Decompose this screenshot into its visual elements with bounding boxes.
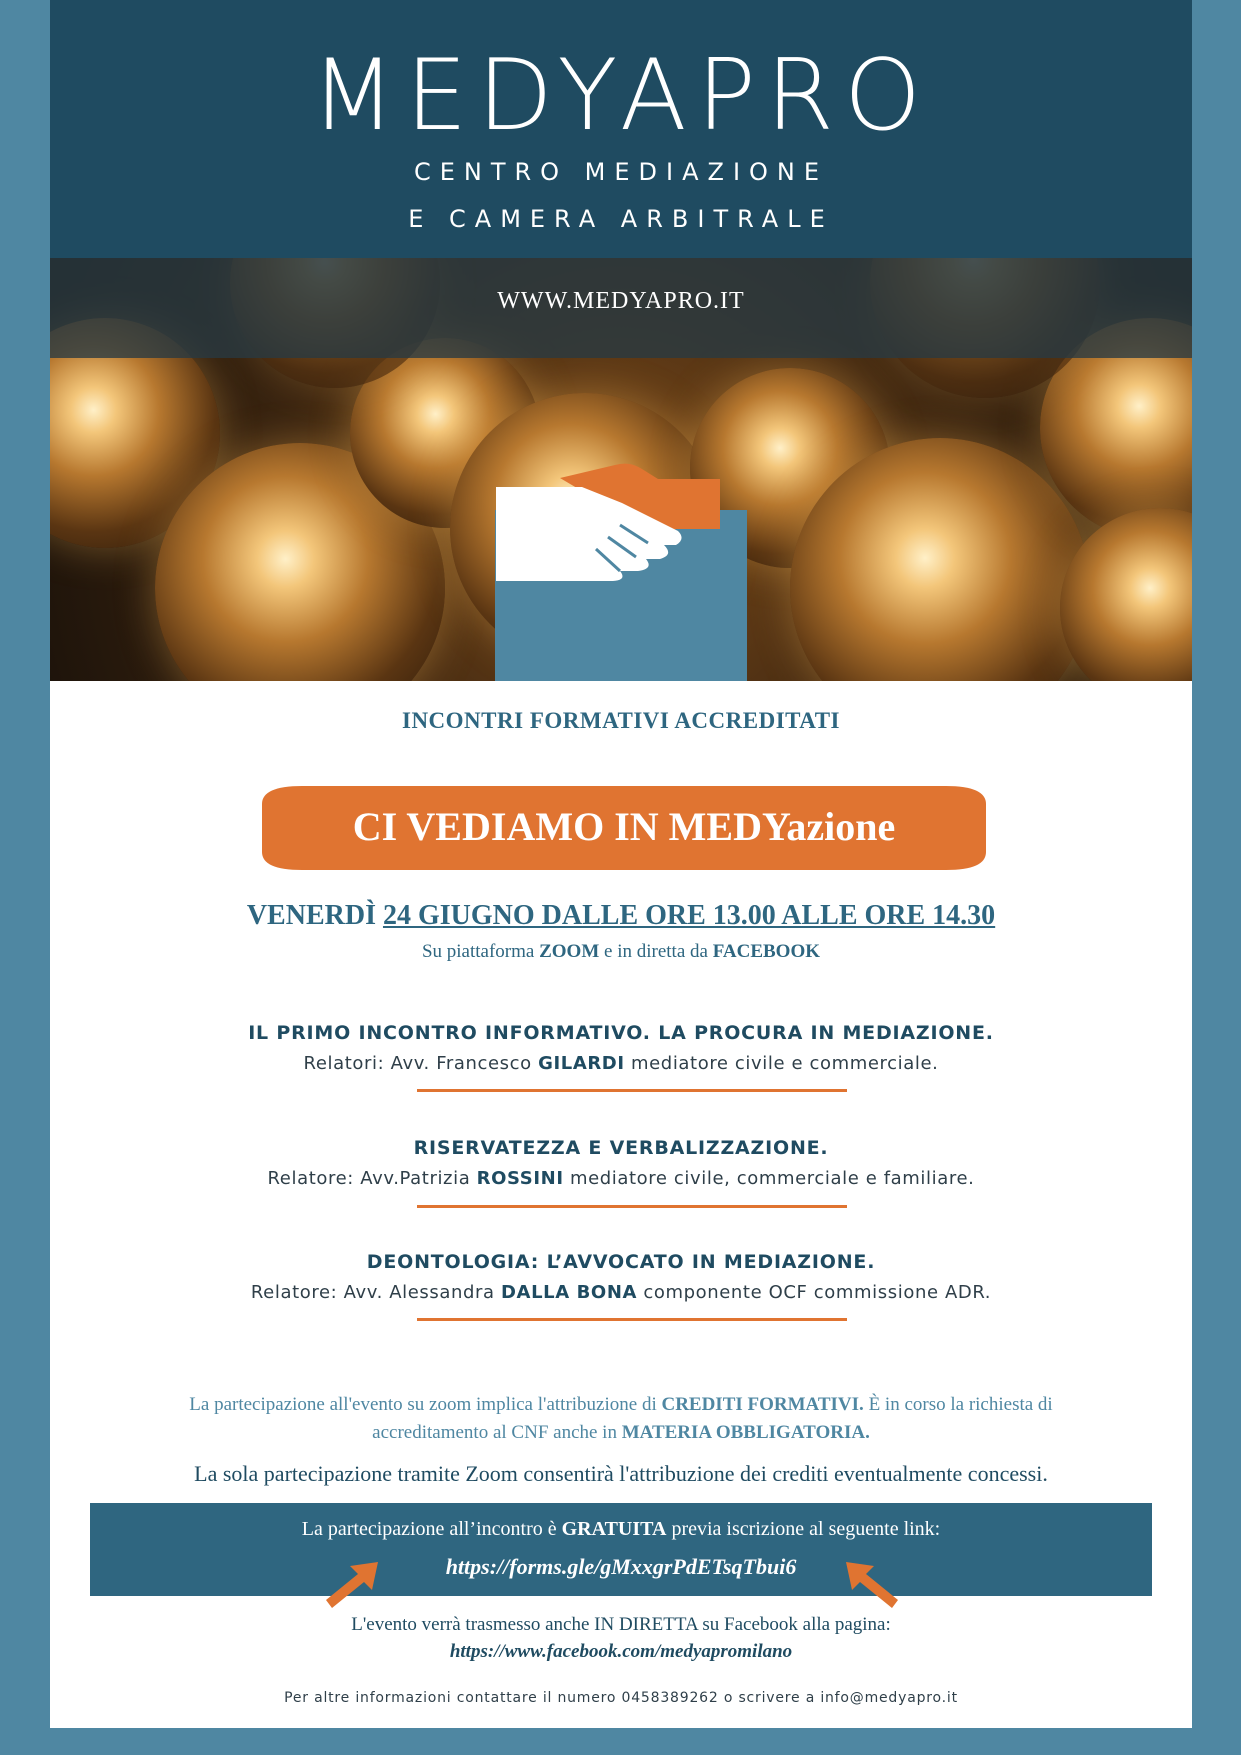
platform-facebook: FACEBOOK	[712, 941, 821, 962]
speaker-role: componente OCF commissione ADR.	[643, 1282, 992, 1303]
credits-highlight: CREDITI FORMATIVI.	[661, 1394, 864, 1415]
talk-title: DEONTOLOGIA: L’AVVOCATO IN MEDIAZIONE.	[366, 1251, 876, 1273]
talk-title: IL PRIMO INCONTRO INFORMATIVO. LA PROCURA IN MEDIAZIONE.	[248, 1022, 994, 1044]
credits-notice	[145, 1391, 1097, 1447]
credits-text: È in corso la richiesta di accreditamento al CNF anche in	[372, 1394, 1053, 1443]
speaker-surname: ROSSINI	[476, 1168, 564, 1189]
registration-box	[90, 1503, 1152, 1596]
event-title: CI VEDIAMO IN MEDYazione	[352, 804, 896, 849]
date-details: 24 GIUGNO DALLE ORE 13.00 ALLE ORE 14.30	[382, 900, 996, 931]
speaker-surname: DALLA BONA	[501, 1282, 638, 1303]
speaker-prefix: Relatore: Avv. Alessandra	[250, 1282, 495, 1303]
talk-speaker	[50, 1168, 1192, 1189]
platform-middle: e in diretta da	[604, 941, 708, 962]
credits-highlight: MATERIA OBBLIGATORIA.	[621, 1422, 870, 1443]
handshake-icon	[490, 433, 730, 593]
credits-text: La partecipazione all'evento su zoom implica l'attribuzione di	[189, 1394, 657, 1415]
registration-free: GRATUITA	[561, 1518, 667, 1540]
talk-title: RISERVATEZZA E VERBALIZZAZIONE.	[413, 1137, 829, 1159]
registration-text-c: previa iscrizione al seguente link:	[671, 1518, 941, 1540]
speaker-prefix: Relatore: Avv.Patrizia	[267, 1168, 471, 1189]
arrow-left-icon	[842, 1558, 902, 1608]
speaker-role: mediatore civile e commerciale.	[630, 1053, 939, 1074]
divider	[417, 1318, 847, 1321]
date-weekday: VENERDÌ	[246, 900, 376, 931]
event-date	[50, 900, 1192, 932]
facebook-link[interactable]: https://www.facebook.com/medyapromilano	[449, 1641, 793, 1662]
registration-text	[90, 1518, 1152, 1541]
tagline-line2: E CAMERA ARBITRALE	[408, 205, 834, 233]
registration-text-a: La partecipazione all’incontro è	[301, 1518, 557, 1540]
contact-info: Per altre informazioni contattare il numero 0458389262 o scrivere a info@medyapro.it	[284, 1690, 958, 1706]
platform-prefix: Su piattaforma	[421, 941, 535, 962]
talk-speaker	[50, 1053, 1192, 1074]
facebook-notice: L'evento verrà trasmesso anche IN DIRETTA su Facebook alla pagina:	[351, 1614, 891, 1635]
platform-zoom: ZOOM	[539, 941, 600, 962]
registration-link[interactable]: https://forms.gle/gMxxgrPdETsqTbui6	[445, 1554, 797, 1579]
header	[50, 0, 1192, 258]
tagline-line1: CENTRO MEDIAZIONE	[413, 158, 829, 186]
event-platform	[50, 941, 1192, 963]
speaker-prefix: Relatori: Avv. Francesco	[303, 1053, 532, 1074]
talk-speaker	[50, 1282, 1192, 1303]
section-title: INCONTRI FORMATIVI ACCREDITATI	[402, 708, 840, 733]
light-bulbs-photo	[50, 258, 1192, 681]
zoom-only-notice: La sola partecipazione tramite Zoom consentirà l'attribuzione dei crediti eventualmente concessi.	[194, 1461, 1048, 1486]
website-url: WWW.MEDYAPRO.IT	[497, 288, 745, 314]
arrow-right-icon	[322, 1558, 382, 1608]
speaker-role: mediatore civile, commerciale e familiare.	[569, 1168, 975, 1189]
brand-logo: MEDYAPRO	[310, 39, 932, 153]
divider	[417, 1205, 847, 1208]
speaker-surname: GILARDI	[538, 1053, 625, 1074]
divider	[417, 1089, 847, 1092]
poster	[50, 0, 1192, 1728]
